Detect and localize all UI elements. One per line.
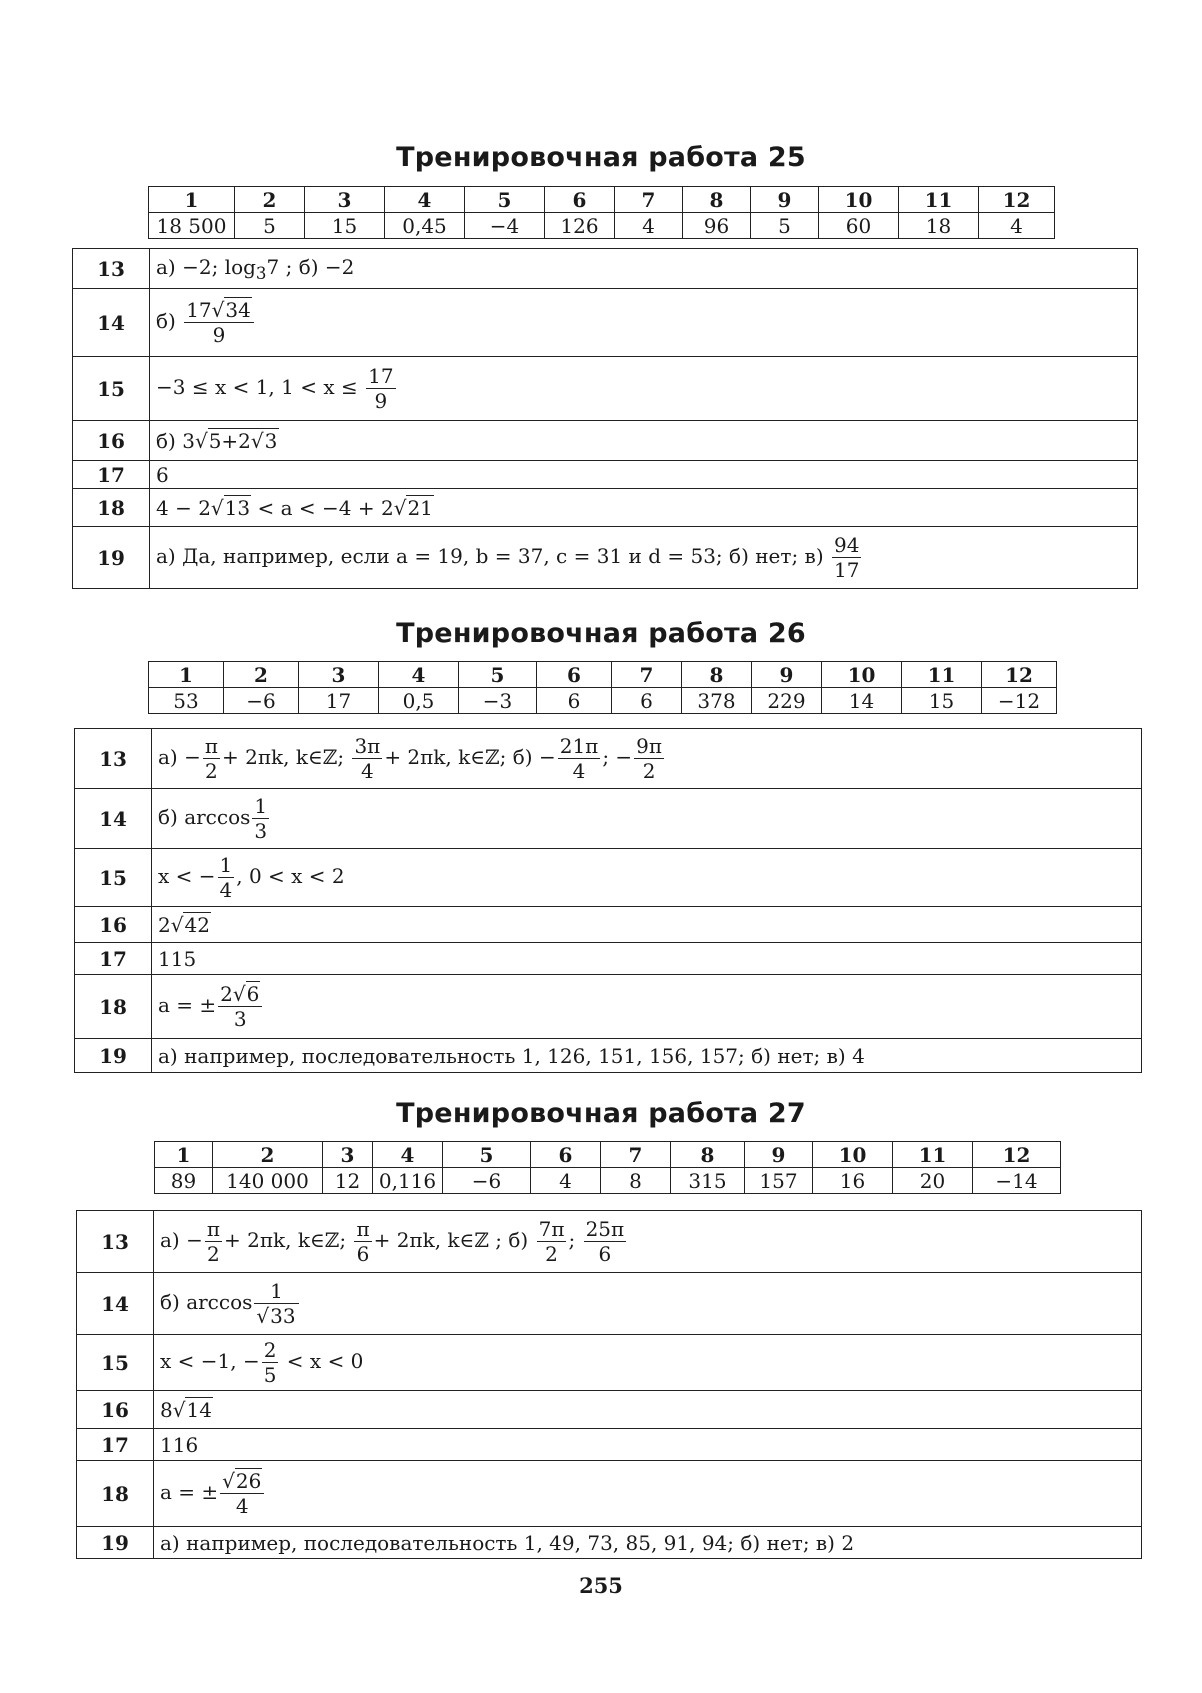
radicand: 5+2 [208,428,251,453]
radicand: 26 [235,1469,262,1493]
table-row [73,357,1138,421]
task-number: 16 [73,421,150,461]
task-number: 5 [465,187,545,213]
answer-cell: 6 [150,461,1138,489]
sqrt: √26 [222,1469,262,1493]
task-number: 19 [75,1039,152,1073]
task-number: 7 [601,1142,671,1168]
task-number: 14 [75,789,152,849]
task-number: 9 [751,187,819,213]
fraction [262,1338,279,1387]
sqrt: √42 [170,912,210,937]
table-row [75,943,1142,975]
table-row [75,1039,1142,1073]
numerator: 3π [354,734,381,758]
denominator: 2 [205,759,218,783]
answer-text: ; [568,1228,582,1252]
table-row [75,729,1142,789]
answer-cell: −3 [459,688,537,714]
short-answers-table [154,1141,1061,1194]
answer-text: б) arccos [158,805,251,829]
coefficient: 17 [186,298,212,322]
task-number: 8 [682,662,752,688]
table-row [73,289,1138,357]
fraction [366,364,395,413]
answer-cell: 6 [537,688,612,714]
task-number: 13 [75,729,152,789]
answer-cell [154,1211,1142,1273]
numerator: 9π [636,734,663,758]
answer-cell: 0,116 [373,1168,443,1194]
radicand: 3 [264,428,278,453]
answer-cell: 5 [235,213,305,239]
task-number: 7 [615,187,683,213]
answer-cell: 8 [601,1168,671,1194]
fraction [634,734,664,783]
task-number: 9 [745,1142,813,1168]
numerator: π [356,1217,370,1241]
task-number: 13 [73,249,150,289]
long-answers-table [76,1210,1142,1559]
task-number: 6 [545,187,615,213]
task-number: 6 [537,662,612,688]
answer-text: б) 3 [156,428,195,453]
denominator: 4 [361,759,374,783]
answer-cell [154,1461,1142,1527]
fraction [218,853,235,902]
fraction [584,1217,627,1266]
task-number: 13 [77,1211,154,1273]
numerator: 7π [538,1217,565,1241]
denominator: 3 [233,1007,247,1031]
task-number: 1 [149,187,235,213]
fraction [354,1217,371,1266]
section-title: Тренировочная работа 25 [396,142,806,173]
fraction [203,734,220,783]
answer-cell [150,289,1138,357]
answer-cell: 18 500 [149,213,235,239]
answer-cell [152,907,1142,943]
answer-text: ; − [602,745,633,769]
answer-cell [150,249,1138,289]
sqrt: √14 [172,1397,212,1422]
task-number: 2 [224,662,299,688]
task-number: 8 [683,187,751,213]
answer-cell: 4 [531,1168,601,1194]
task-number: 10 [822,662,902,688]
task-number: 3 [305,187,385,213]
task-number: 11 [893,1142,973,1168]
answer-cell: 15 [305,213,385,239]
numerator: 21π [559,734,599,758]
task-number: 9 [752,662,822,688]
sqrt: √3 [250,428,278,453]
answer-cell: 229 [752,688,822,714]
answer-cell [152,975,1142,1039]
answer-cell: 0,5 [379,688,459,714]
table-row [73,249,1138,289]
section-title: Тренировочная работа 26 [396,618,806,649]
radicand: 14 [186,1397,212,1422]
numerator: 1 [219,853,233,877]
answer-cell: 96 [683,213,751,239]
task-number: 10 [813,1142,893,1168]
numerator: 1 [254,1279,298,1304]
short-answers-table [148,661,1057,714]
denominator: 2 [207,1242,220,1266]
long-answers-table [74,728,1142,1073]
answer-cell: 20 [893,1168,973,1194]
answer-cell: 126 [545,213,615,239]
task-number: 17 [75,943,152,975]
denominator: 5 [263,1363,277,1387]
fraction [220,1469,264,1518]
answer-cell: 157 [745,1168,813,1194]
coefficient: 2 [220,982,233,1006]
task-number: 3 [299,662,379,688]
answer-cell: 6 [612,688,682,714]
table-row [77,1273,1142,1335]
answer-cell [150,527,1138,589]
answer-cell: −6 [224,688,299,714]
task-number: 5 [443,1142,531,1168]
task-number: 2 [235,187,305,213]
radicand: 34 [225,298,251,322]
log-text: log [224,254,256,279]
fraction [832,533,861,582]
task-number: 7 [612,662,682,688]
answer-text: б) arccos [160,1290,253,1314]
task-number: 19 [73,527,150,589]
task-number: 15 [75,849,152,907]
denominator: 4 [219,878,233,902]
denominator: 6 [356,1242,370,1266]
radicand: 42 [184,912,210,937]
answer-cell: 60 [819,213,899,239]
table-row [75,849,1142,907]
task-number: 16 [75,907,152,943]
sqrt: √5+2√3 [194,428,278,453]
sqrt: √6 [232,982,260,1006]
answer-cell: −12 [982,688,1057,714]
denominator: 17 [833,558,860,582]
task-number: 6 [531,1142,601,1168]
sqrt: √33 [256,1304,296,1328]
sqrt: √34 [211,298,251,322]
answer-cell: 53 [149,688,224,714]
log-arg: 7 [266,254,280,279]
sqrt: √13 [210,495,251,520]
table-row [73,527,1138,589]
answer-text: + 2πk, k∈ℤ; б) − [384,745,556,769]
fraction [184,298,254,347]
numerator: 1 [254,794,268,818]
radicand: 6 [246,982,260,1006]
answer-cell [150,421,1138,461]
table-row [77,1527,1142,1559]
task-number: 3 [323,1142,373,1168]
answer-text: 2 [158,912,171,937]
answer-cell: 89 [155,1168,213,1194]
answer-text: б) [156,309,183,333]
answer-cell [152,849,1142,907]
answer-cell: а) например, последовательность 1, 49, 73, 85, 91, 94; б) нет; в) 2 [154,1527,1142,1559]
answer-cell [154,1391,1142,1429]
answer-cell [150,489,1138,527]
answer-cell: 12 [323,1168,373,1194]
fraction [205,1217,222,1266]
sqrt: √21 [393,495,433,520]
fraction [252,794,269,843]
numerator: 25π [585,1217,625,1241]
answer-cell [152,789,1142,849]
fraction [537,1217,567,1266]
task-number: 2 [213,1142,323,1168]
answer-text: < a < −4 + 2 [251,495,394,520]
table-row [75,907,1142,943]
answer-text: а) −2; [156,254,225,279]
fraction [218,982,262,1031]
page-number: 255 [579,1573,623,1598]
task-number: 19 [77,1527,154,1559]
task-number: 8 [671,1142,745,1168]
task-number: 14 [73,289,150,357]
answer-text: a = ± [160,1480,219,1504]
radicand: 33 [270,1304,296,1328]
numerator: 17 [368,364,394,388]
denominator: 4 [572,759,586,783]
task-number: 15 [77,1335,154,1391]
log-base: 3 [255,263,267,283]
answer-cell: 378 [682,688,752,714]
answer-text: 4 − 2 [156,495,211,520]
task-number: 15 [73,357,150,421]
answer-cell [150,357,1138,421]
task-number: 18 [73,489,150,527]
answer-cell: 116 [154,1429,1142,1461]
answer-text: a = ± [158,993,217,1017]
task-number: 4 [385,187,465,213]
table-row [73,489,1138,527]
table-row [77,1391,1142,1429]
numerator: 94 [833,533,860,557]
answer-cell [154,1273,1142,1335]
answer-text: а) − [158,745,201,769]
long-answers-table [72,248,1138,589]
fraction [352,734,382,783]
answer-text: + 2πk, k∈ℤ; [222,745,351,769]
task-number: 11 [899,187,979,213]
answer-cell: 140 000 [213,1168,323,1194]
task-number: 1 [155,1142,213,1168]
numerator: π [206,1217,220,1241]
answer-text: x < − [158,864,216,888]
task-number: 5 [459,662,537,688]
answer-cell: −6 [443,1168,531,1194]
task-number: 1 [149,662,224,688]
answer-text: 8 [160,1397,173,1422]
table-row [73,421,1138,461]
answer-cell: −14 [973,1168,1061,1194]
task-number: 12 [973,1142,1061,1168]
task-number: 4 [379,662,459,688]
table-row [77,1335,1142,1391]
table-row [77,1429,1142,1461]
radicand: 21 [407,495,433,520]
task-number: 18 [77,1461,154,1527]
answer-cell: 115 [152,943,1142,975]
task-number: 17 [73,461,150,489]
answer-text: + 2πk, k∈ℤ ; б) [373,1228,535,1252]
table-row [75,975,1142,1039]
answer-cell: 0,45 [385,213,465,239]
denominator: 2 [642,759,656,783]
answer-cell [154,1335,1142,1391]
answer-cell: а) например, последовательность 1, 126, 151, 156, 157; б) нет; в) 4 [152,1039,1142,1073]
answer-text: , 0 < x < 2 [236,864,345,888]
denominator: 6 [598,1242,612,1266]
answer-cell: 17 [299,688,379,714]
fraction [254,1279,298,1328]
section-title: Тренировочная работа 27 [396,1098,806,1129]
task-number: 12 [979,187,1055,213]
task-number: 10 [819,187,899,213]
denominator: 9 [212,323,226,347]
numerator: 2 [263,1338,277,1362]
answer-cell: 14 [822,688,902,714]
table-row [77,1211,1142,1273]
denominator: 9 [374,389,388,413]
numerator: π [204,734,218,758]
answer-cell: 5 [751,213,819,239]
task-number: 11 [902,662,982,688]
task-number: 14 [77,1273,154,1335]
answer-cell: 18 [899,213,979,239]
answer-cell: 4 [979,213,1055,239]
task-number: 17 [77,1429,154,1461]
answer-text: x < −1, − [160,1349,260,1373]
table-row [77,1461,1142,1527]
answer-cell: 15 [902,688,982,714]
task-number: 4 [373,1142,443,1168]
task-number: 18 [75,975,152,1039]
answer-cell [152,729,1142,789]
denominator: 4 [235,1494,249,1518]
fraction [558,734,601,783]
answer-text: −3 ≤ x < 1, 1 < x ≤ [156,375,365,399]
answer-text: + 2πk, k∈ℤ; [224,1228,353,1252]
answer-cell: −4 [465,213,545,239]
answer-text: а) − [160,1228,203,1252]
answer-text: а) Да, например, если a = 19, b = 37, c = 31 и d = 53; б) нет; в) [156,544,830,568]
task-number: 12 [982,662,1057,688]
table-row [73,461,1138,489]
answer-cell: 4 [615,213,683,239]
answer-text: ; б) −2 [279,254,355,279]
radicand: 13 [224,495,251,520]
answer-cell: 16 [813,1168,893,1194]
answer-text: < x < 0 [280,1349,364,1373]
table-row [75,789,1142,849]
denominator: 3 [254,819,268,843]
answer-cell: 315 [671,1168,745,1194]
denominator: 2 [545,1242,558,1266]
task-number: 16 [77,1391,154,1429]
short-answers-table [148,186,1055,239]
